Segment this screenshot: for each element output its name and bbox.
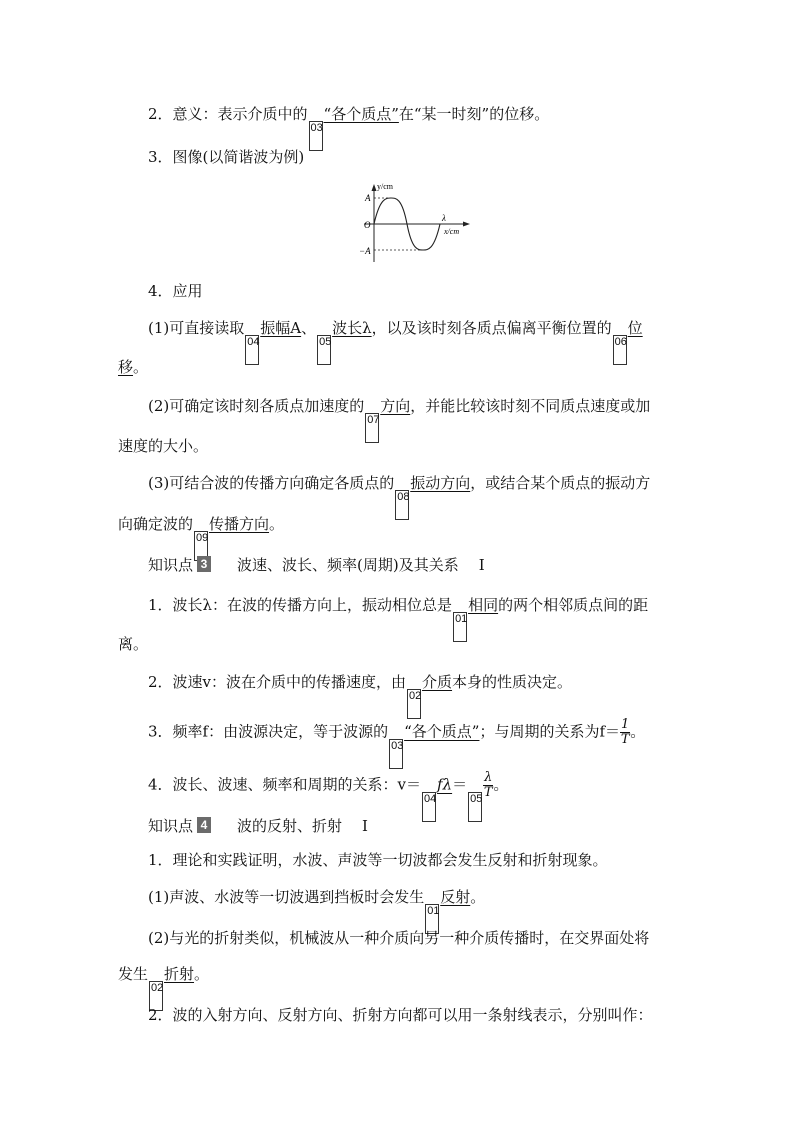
knowledge-point-3-heading (148, 555, 485, 575)
answer-text: 波长λ (332, 319, 372, 337)
answer-number-box: 02 (149, 981, 163, 1011)
answer-number-box: 02 (407, 689, 421, 719)
level-marker: Ⅰ (362, 817, 368, 835)
relation-line (148, 771, 508, 822)
wavelength-line (148, 595, 648, 642)
answer-number-box: 05 (317, 335, 331, 365)
answer-text: 传播方向 (209, 515, 270, 533)
answer-number-box: 08 (395, 490, 409, 520)
answer-text: 相同 (468, 596, 499, 614)
text: 。 (493, 775, 509, 794)
knowledge-point-badge: 3 (197, 556, 211, 572)
answer-number-box: 04 (245, 335, 259, 365)
text: 向确定波的 (118, 515, 194, 533)
application-1-line (148, 318, 643, 365)
frequency-line (148, 718, 645, 769)
answer-number-box: 06 (613, 335, 627, 365)
wavelength-continuation: 离。 (118, 635, 149, 653)
text: ，并能比较该时刻不同质点速度或加 (410, 397, 651, 415)
y-axis-label: y/cm (377, 182, 393, 191)
y-axis-arrow (372, 184, 377, 191)
fraction-one-over-t (620, 718, 630, 747)
text: 在“某一时刻”的位移。 (398, 105, 550, 123)
text: ；与周期的关系为f＝ (479, 722, 621, 741)
wave-speed-line (148, 672, 572, 719)
text: (1)声波、水波等一切波遇到挡板时会发生 (148, 888, 425, 906)
knowledge-point-label: 知识点 (148, 817, 194, 835)
meaning-line (148, 104, 549, 151)
reflection-intro-line: 1．理论和实践证明，水波、声波等一切波都会发生反射和折射现象。 (148, 851, 608, 869)
x-axis-label: x/cm (444, 227, 460, 236)
text: 。 (470, 888, 486, 906)
text: 1．波长λ：在波的传播方向上，振动相位总是 (148, 596, 453, 614)
section-title: 波的反射、折射 (237, 817, 343, 835)
numerator: λ (484, 770, 493, 785)
text: (1)可直接读取 (148, 319, 245, 337)
knowledge-point-badge: 4 (197, 817, 211, 833)
answer-text: 介质 (422, 673, 453, 691)
knowledge-point-label: 知识点 (148, 556, 194, 574)
text: 。 (133, 358, 149, 376)
answer-number-box: 03 (309, 121, 323, 151)
text: ，以及该时刻各质点偏离平衡位置的 (371, 319, 612, 337)
answer-text: 振幅A (260, 319, 302, 337)
fraction-lambda-over-t (483, 771, 493, 800)
text: (2)可确定该时刻各质点加速度的 (148, 397, 365, 415)
wave-graph (356, 178, 472, 264)
text: 4．波长、波速、频率和周期的关系：v＝ (148, 775, 422, 794)
answer-text: 移 (118, 358, 134, 376)
answer-text: 方向 (380, 397, 411, 415)
application-heading: 4．应用 (148, 282, 203, 300)
text: 的两个相邻质点间的距 (498, 596, 649, 614)
text: ，或结合某个质点的振动方 (470, 474, 651, 492)
application-1-continuation (118, 357, 148, 377)
origin-label: O (364, 220, 371, 230)
numerator: 1 (621, 717, 630, 732)
refraction-line: (2)与光的折射类似，机械波从一种介质向另一种介质传播时，在交界面处将 (148, 929, 650, 947)
text: 。 (630, 722, 646, 741)
application-3-continuation (118, 514, 284, 561)
text: ＝ (452, 775, 468, 794)
x-axis-arrow (463, 222, 470, 227)
application-2-line (148, 396, 650, 443)
text: 发生 (118, 965, 149, 983)
answer-number-box: 01 (425, 904, 439, 934)
negative-amplitude-label: −A (359, 246, 371, 256)
text: 2．波速v：波在介质中的传播速度，由 (148, 673, 407, 691)
amplitude-label: A (365, 193, 371, 203)
text: 、 (301, 319, 317, 337)
text: 2．意义：表示介质中的 (148, 105, 308, 123)
text: 。 (269, 515, 285, 533)
answer-number-box: 07 (365, 413, 379, 443)
knowledge-point-4-heading (148, 816, 368, 836)
section-title: 波速、波长、频率(周期)及其关系 (237, 556, 459, 574)
text: 3．频率f：由波源决定，等于波源的 (148, 722, 389, 741)
answer-number-box: 09 (194, 531, 208, 561)
answer-text: 振动方向 (410, 474, 471, 492)
text: 本身的性质决定。 (452, 673, 573, 691)
application-3-line (148, 473, 650, 520)
answer-text: fλ (437, 775, 453, 794)
answer-number-box: 05 (468, 792, 482, 822)
answer-number-box: 01 (453, 612, 467, 642)
level-marker: Ⅰ (478, 556, 485, 574)
reflection-line (148, 887, 485, 934)
text: (3)可结合波的传播方向确定各质点的 (148, 474, 395, 492)
refraction-continuation (118, 964, 209, 1011)
ray-directions-line: 2．波的入射方向、反射方向、折射方向都可以用一条射线表示，分别叫作： (148, 1006, 653, 1024)
answer-text: “各个质点” (404, 722, 480, 741)
application-2-continuation: 速度的大小。 (118, 437, 209, 455)
answer-number-box: 03 (389, 739, 403, 769)
answer-text: 反射 (440, 888, 471, 906)
wavelength-label: λ (442, 213, 446, 223)
text: 。 (194, 965, 210, 983)
image-heading: 3．图像(以简谐波为例) (148, 148, 305, 166)
answer-text: “各个质点” (323, 105, 399, 123)
denominator: T (620, 732, 630, 747)
answer-text: 位 (627, 319, 643, 337)
denominator: T (483, 785, 493, 800)
answer-text: 折射 (164, 965, 195, 983)
answer-number-box: 04 (422, 792, 436, 822)
